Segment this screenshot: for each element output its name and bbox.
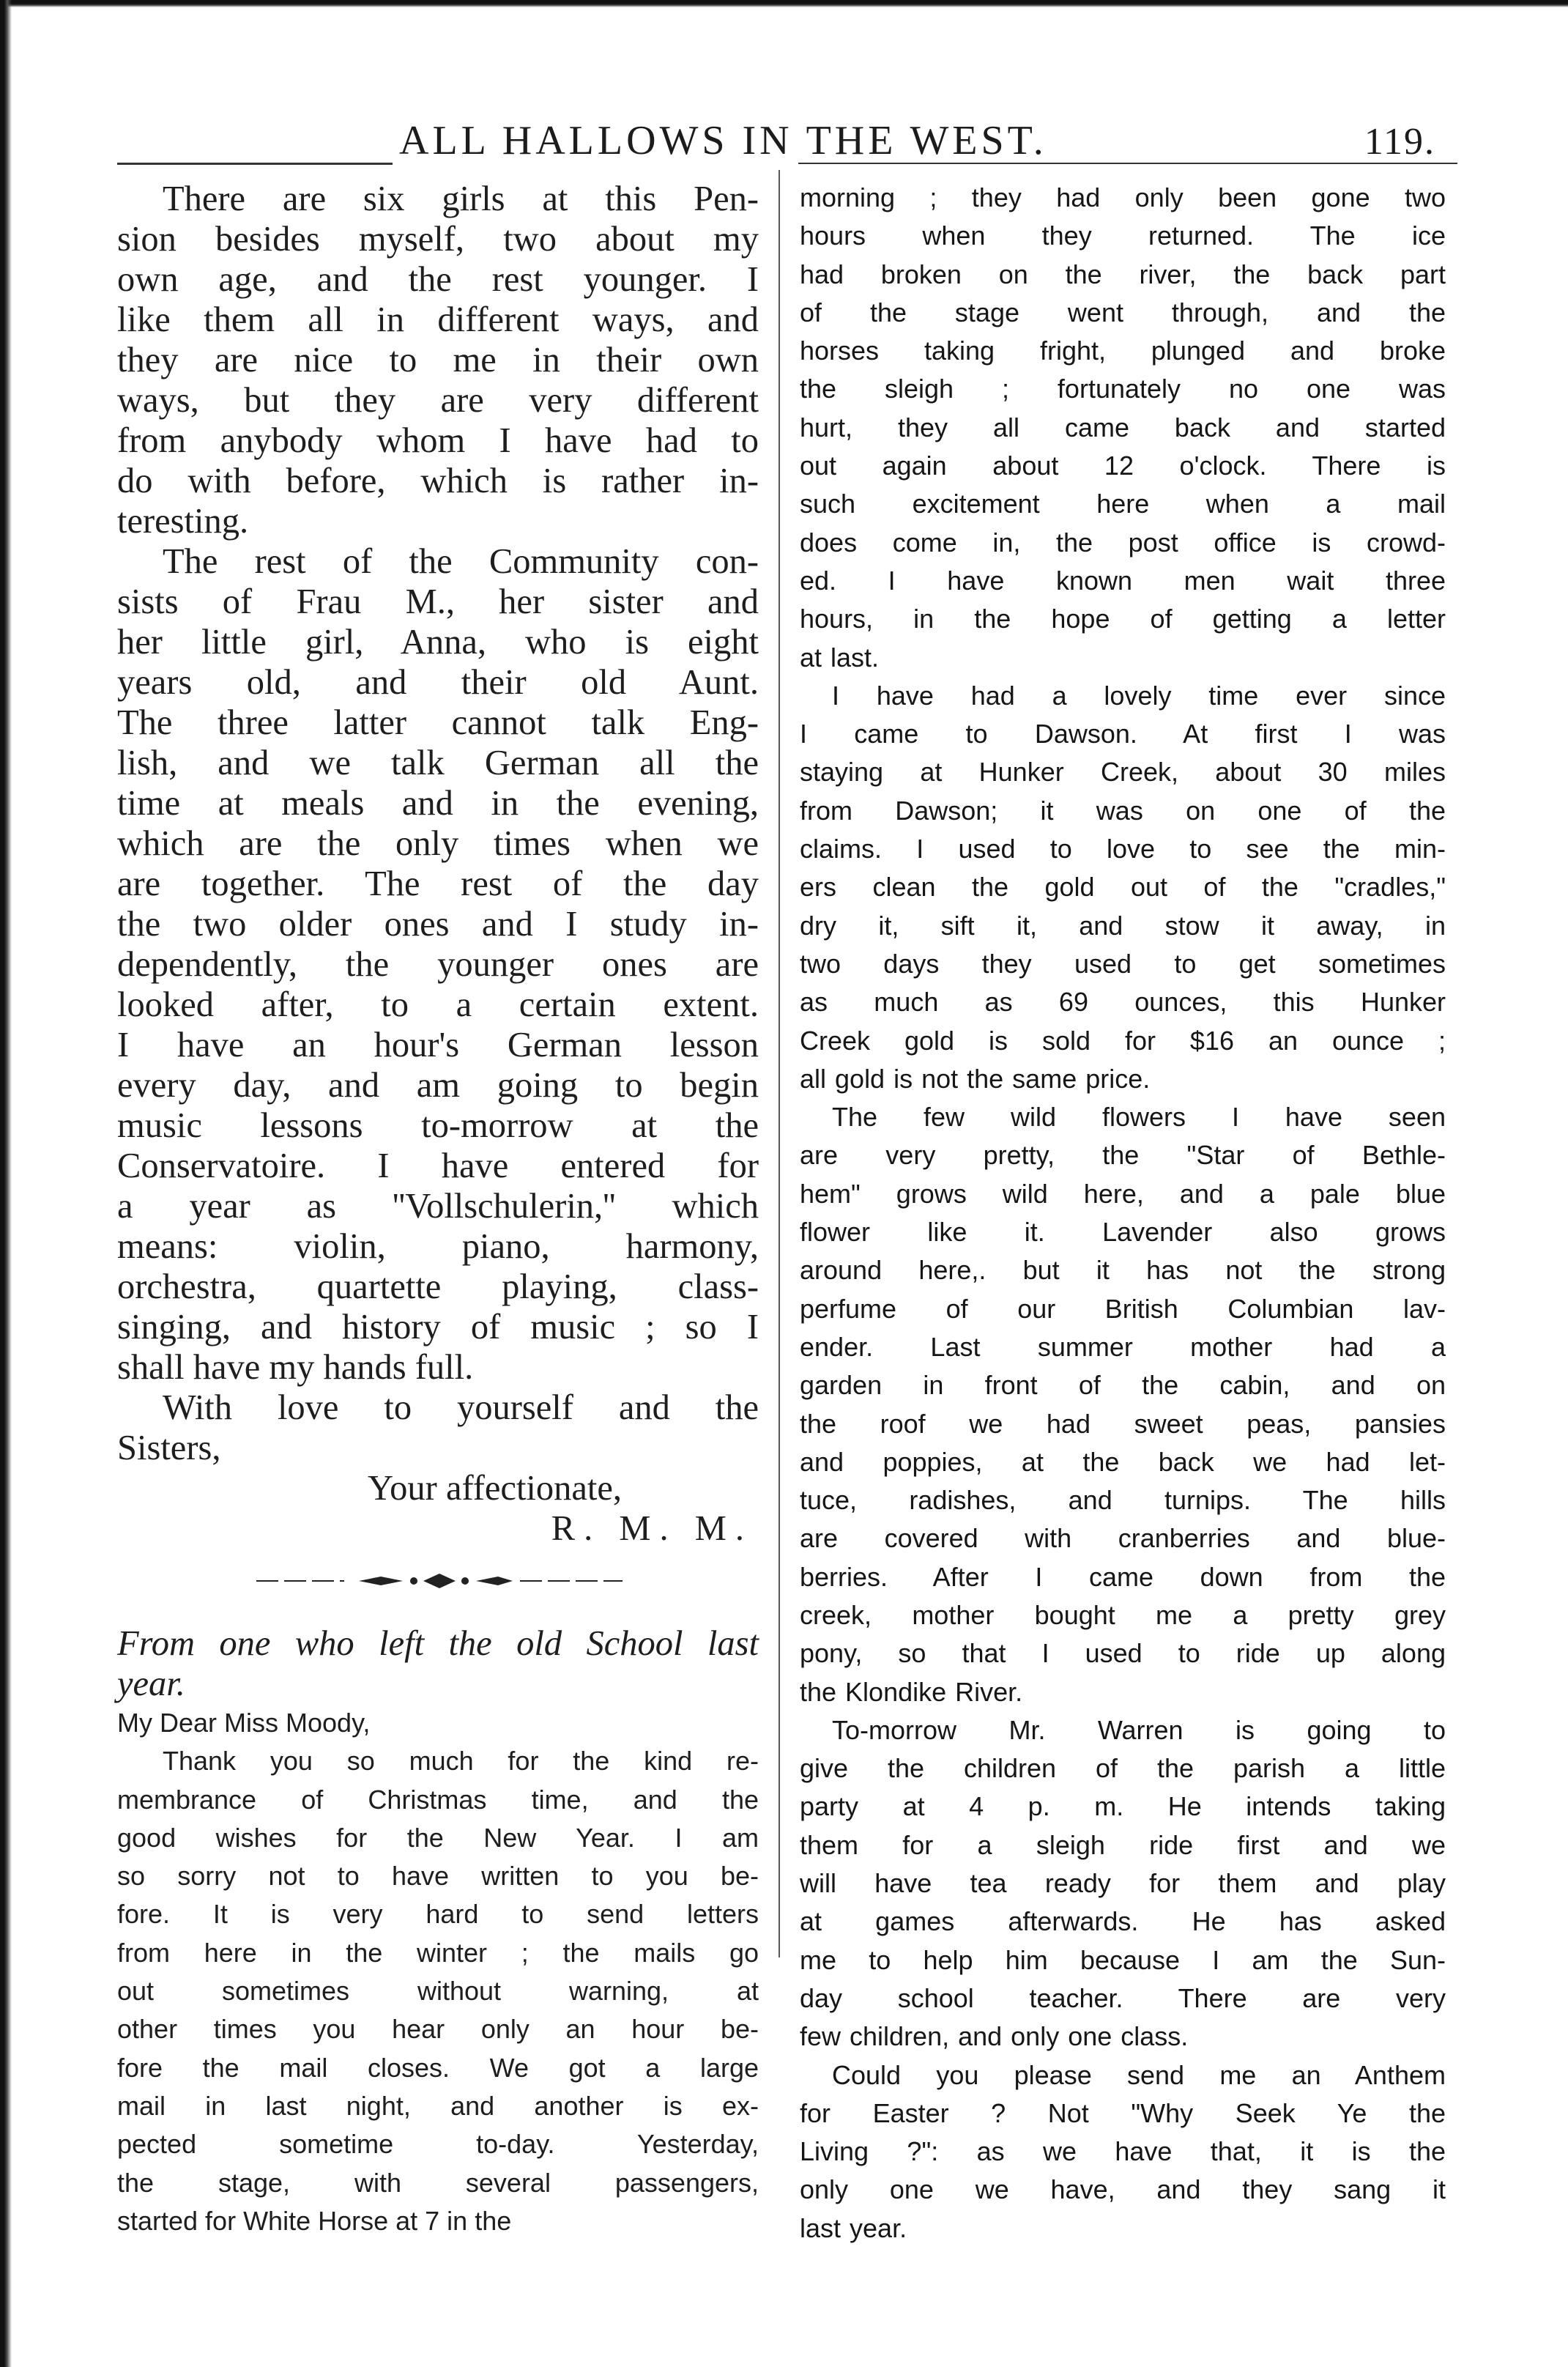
- text-line: Could you please send me an Anthem: [832, 2059, 1446, 2090]
- text-line: I came to Dawson. At first I was: [800, 719, 1446, 749]
- text-line: The rest of the Community con-: [163, 542, 759, 581]
- text-line: ers clean the gold out of the "cradles,": [800, 872, 1446, 903]
- text-line: I have an hour's German lesson: [117, 1026, 759, 1064]
- text-line: they are nice to me in their own: [117, 341, 759, 379]
- text-line: looked after, to a certain extent.: [117, 985, 759, 1024]
- text-line: pony, so that I used to ride up along: [800, 1638, 1446, 1669]
- text-line: for Easter ? Not "Why Seek Ye the: [800, 2097, 1446, 2128]
- text-line: tuce, radishes, and turnips. The hills: [800, 1485, 1446, 1516]
- text-line: claims. I used to love to see the min-: [800, 834, 1446, 864]
- text-line: me to help him because I am the Sun-: [800, 1944, 1446, 1975]
- text-line: the two older ones and I study in-: [117, 905, 759, 944]
- running-title: ALL HALLOWS IN THE WEST.: [399, 118, 1047, 163]
- text-line: will have tea ready for them and play: [800, 1868, 1446, 1899]
- text-line: ed. I have known men wait three: [800, 565, 1446, 596]
- header-rule-left: [117, 163, 393, 165]
- text-line: of the stage went through, and the: [800, 297, 1446, 327]
- text-line: The three latter cannot talk Eng-: [117, 703, 759, 742]
- column-divider: [779, 170, 780, 1957]
- text-line: two days they used to get sometimes: [800, 948, 1446, 979]
- text-line: around here,. but it has not the strong: [800, 1255, 1446, 1286]
- text-line: ways, but they are very different: [117, 381, 759, 420]
- text-line: her little girl, Anna, who is eight: [117, 623, 759, 662]
- text-line: the stage, with several passengers,: [117, 2167, 759, 2198]
- text-line: years old, and their old Aunt.: [117, 663, 759, 702]
- ornament-rule-graphic: [256, 1566, 623, 1596]
- heading-line: From one who left the old School last: [117, 1624, 759, 1663]
- text-line: does come in, the post office is crowd-: [800, 527, 1446, 558]
- text-line: I have had a lovely time ever since: [832, 680, 1446, 711]
- text-line: as much as 69 ounces, this Hunker: [800, 987, 1446, 1018]
- right-paragraph-4: [800, 1711, 1446, 2056]
- scan-edge-left: [0, 0, 12, 2367]
- text-line: like them all in different ways, and: [117, 300, 759, 339]
- text-line: To-morrow Mr. Warren is going to: [832, 1714, 1446, 1745]
- letter-closing: Your affectionate,: [368, 1469, 623, 1508]
- text-line: every day, and am going to begin: [117, 1066, 759, 1105]
- text-line: other times you hear only an hour be-: [117, 2014, 759, 2045]
- text-line: are very pretty, the "Star of Bethle-: [800, 1140, 1446, 1171]
- text-line: Living ?": as we have that, it is the: [800, 2136, 1446, 2167]
- text-line: last year.: [800, 2212, 907, 2243]
- right-paragraph-1: [800, 179, 1446, 677]
- right-paragraph-5: [800, 2056, 1446, 2248]
- text-line: out again about 12 o'clock. There is: [800, 451, 1446, 481]
- text-line: day school teacher. There are very: [800, 1982, 1446, 2013]
- text-line: at games afterwards. He has asked: [800, 1906, 1446, 1937]
- text-line: at last.: [800, 642, 880, 673]
- letter-one: [117, 179, 759, 1549]
- heading-line: year.: [117, 1664, 185, 1703]
- text-line: few children, and only one class.: [800, 2021, 1189, 2052]
- text-line: Thank you so much for the kind re-: [163, 1746, 759, 1777]
- text-line: do with before, which is rather in-: [117, 462, 759, 500]
- text-line: membrance of Christmas time, and the: [117, 1784, 759, 1815]
- letter-one-paragraph-1: [117, 179, 759, 541]
- right-column: [800, 179, 1446, 2248]
- text-line: fore. It is very hard to send letters: [117, 1899, 759, 1930]
- header-rule-right: [798, 163, 1457, 164]
- text-line: party at 4 p. m. He intends taking: [800, 1791, 1446, 1822]
- text-line: morning ; they had only been gone two: [800, 182, 1446, 212]
- text-line: the sleigh ; fortunately no one was: [800, 374, 1446, 404]
- text-line: teresting.: [117, 502, 249, 541]
- text-line: a year as ''Vollschulerin,'' which: [117, 1187, 759, 1226]
- text-line: There are six girls at this Pen-: [163, 179, 759, 218]
- text-line: which are the only times when we: [117, 824, 759, 863]
- letter-signature: R. M. M.: [551, 1509, 753, 1548]
- text-line: give the children of the parish a little: [800, 1753, 1446, 1784]
- text-line: hem" grows wild here, and a pale blue: [800, 1178, 1446, 1209]
- text-line: good wishes for the New Year. I am: [117, 1822, 759, 1853]
- letter-two-salutation: My Dear Miss Moody,: [117, 1708, 371, 1738]
- text-line: Conservatoire. I have entered for: [117, 1147, 759, 1185]
- text-line: staying at Hunker Creek, about 30 miles: [800, 757, 1446, 788]
- text-line: flower like it. Lavender also grows: [800, 1217, 1446, 1248]
- text-line: all gold is not the same price.: [800, 1063, 1151, 1094]
- text-line: time at meals and in the evening,: [117, 784, 759, 823]
- text-line: sion besides myself, two about my: [117, 220, 759, 259]
- page-number: 119.: [1364, 121, 1435, 163]
- text-line: only one we have, and they sang it: [800, 2174, 1446, 2205]
- text-line: garden in front of the cabin, and on: [800, 1370, 1446, 1401]
- text-line: dependently, the younger ones are: [117, 945, 759, 984]
- text-line: orchestra, quartette playing, class-: [117, 1267, 759, 1306]
- left-column: [117, 179, 759, 2240]
- text-line: the roof we had sweet peas, pansies: [800, 1408, 1446, 1439]
- letter-two-paragraph: [117, 1742, 759, 2240]
- text-line: from Dawson; it was on one of the: [800, 795, 1446, 826]
- text-line: from anybody whom I have had to: [117, 421, 759, 460]
- text-line: creek, mother bought me a pretty grey: [800, 1599, 1446, 1630]
- text-line: out sometimes without warning, at: [117, 1976, 759, 2007]
- text-line: sists of Frau M., her sister and: [117, 582, 759, 621]
- text-line: are together. The rest of the day: [117, 864, 759, 903]
- text-line: such excitement here when a mail: [800, 489, 1446, 519]
- letter-two: [117, 1623, 759, 2240]
- text-line: Creek gold is sold for $16 an ounce ;: [800, 1025, 1446, 1056]
- text-line: fore the mail closes. We got a large: [117, 2052, 759, 2083]
- text-line: ender. Last summer mother had a: [800, 1331, 1446, 1362]
- text-line: from here in the winter ; the mails go: [117, 1937, 759, 1968]
- text-line: and poppies, at the back we had let-: [800, 1446, 1446, 1477]
- text-line: singing, and history of music ; so I: [117, 1308, 759, 1347]
- letter-two-heading: [117, 1623, 759, 1704]
- text-line: pected sometime to-day. Yesterday,: [117, 2129, 759, 2160]
- letter-one-paragraph-2: [117, 541, 759, 1388]
- text-line: had broken on the river, the back part: [800, 259, 1446, 289]
- text-line: lish, and we talk German all the: [117, 744, 759, 782]
- right-paragraph-2: [800, 677, 1446, 1098]
- text-line: so sorry not to have written to you be-: [117, 1861, 759, 1892]
- text-line: Sisters,: [117, 1429, 221, 1467]
- text-line: started for White Horse at 7 in the: [117, 2205, 512, 2236]
- text-line: are covered with cranberries and blue-: [800, 1523, 1446, 1554]
- text-line: With love to yourself and the: [163, 1388, 759, 1427]
- text-line: hours when they returned. The ice: [800, 221, 1446, 251]
- text-line: them for a sleigh ride first and we: [800, 1829, 1446, 1860]
- page-header: [110, 117, 1465, 183]
- right-paragraph-3: [800, 1098, 1446, 1711]
- text-line: hurt, they all came back and started: [800, 412, 1446, 442]
- text-line: own age, and the rest younger. I: [117, 260, 759, 299]
- text-line: hours, in the hope of getting a letter: [800, 604, 1446, 634]
- letter-one-paragraph-3: [117, 1388, 759, 1468]
- text-line: dry it, sift it, and stow it away, in: [800, 910, 1446, 941]
- section-ornament: [117, 1559, 759, 1603]
- text-line: perfume of our British Columbian lav-: [800, 1293, 1446, 1324]
- text-line: the Klondike River.: [800, 1676, 1023, 1707]
- text-line: The few wild flowers I have seen: [832, 1102, 1446, 1133]
- text-line: mail in last night, and another is ex-: [117, 2090, 759, 2121]
- text-line: horses taking fright, plunged and broke: [800, 336, 1446, 366]
- text-line: means: violin, piano, harmony,: [117, 1227, 759, 1266]
- text-line: shall have my hands full.: [117, 1348, 474, 1387]
- scan-edge-top: [0, 0, 1568, 7]
- text-line: berries. After I came down from the: [800, 1561, 1446, 1592]
- text-line: music lessons to-morrow at the: [117, 1106, 759, 1145]
